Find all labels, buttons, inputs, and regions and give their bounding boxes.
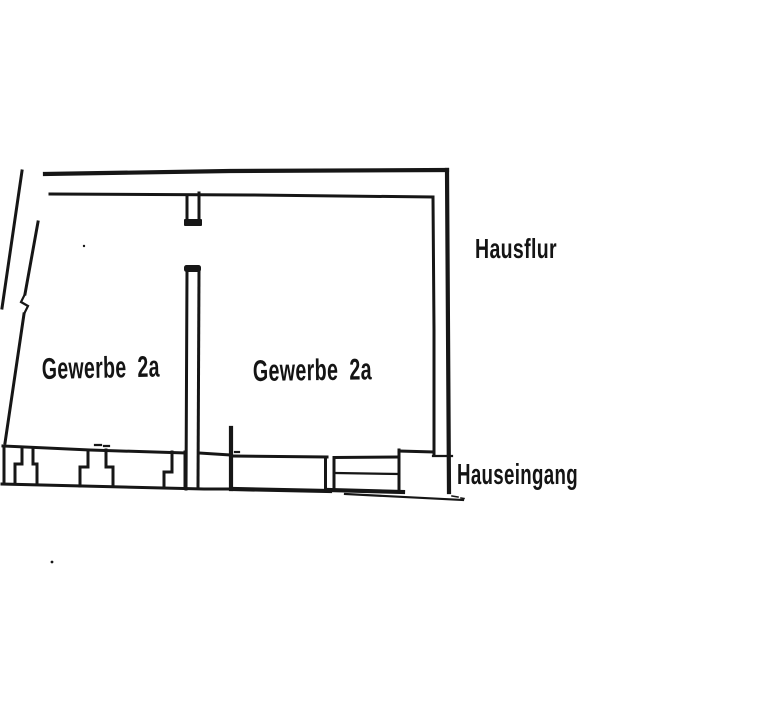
scan-speck-2 <box>51 561 54 564</box>
room-label-right: Gewerbe 2a <box>252 352 435 388</box>
left-wall-break-mark <box>21 294 28 314</box>
bottom-right-dashes <box>452 496 464 499</box>
bottom-wall-top-line-left <box>3 446 185 453</box>
top-wall-outer-line <box>45 170 447 174</box>
right-wall-inner-line <box>433 197 434 454</box>
left-wall-inner-diagonal-lower <box>5 314 24 443</box>
bottom-wall-top-line-right-of-partition <box>199 453 231 455</box>
pier-2-top-ticks <box>95 445 109 446</box>
top-wall-inner-line <box>50 194 433 197</box>
window-pier-3 <box>164 452 185 488</box>
window-pier-2 <box>80 450 113 486</box>
entrance-bottom-line <box>327 490 403 492</box>
shop-window-bottom-line <box>232 489 330 491</box>
ground-line <box>345 494 463 500</box>
entrance-upper-jog-line <box>399 451 433 452</box>
entrance-top-line <box>334 457 398 458</box>
right-wall-outer-line <box>447 170 449 492</box>
top-door-stub-base <box>184 219 202 226</box>
hallway-label: Hausflur <box>475 233 557 264</box>
entrance-label: Hauseingang <box>457 459 578 491</box>
left-wall-inner-diagonal-upper <box>25 222 38 294</box>
shop-window-top-line <box>232 456 327 457</box>
entrance-step-line <box>336 473 399 474</box>
room-label-left: Gewerbe 2a <box>41 349 224 386</box>
left-wall-outer-diagonal <box>2 171 22 308</box>
window-pier-1 <box>15 448 37 484</box>
scan-speck-1 <box>83 245 85 247</box>
